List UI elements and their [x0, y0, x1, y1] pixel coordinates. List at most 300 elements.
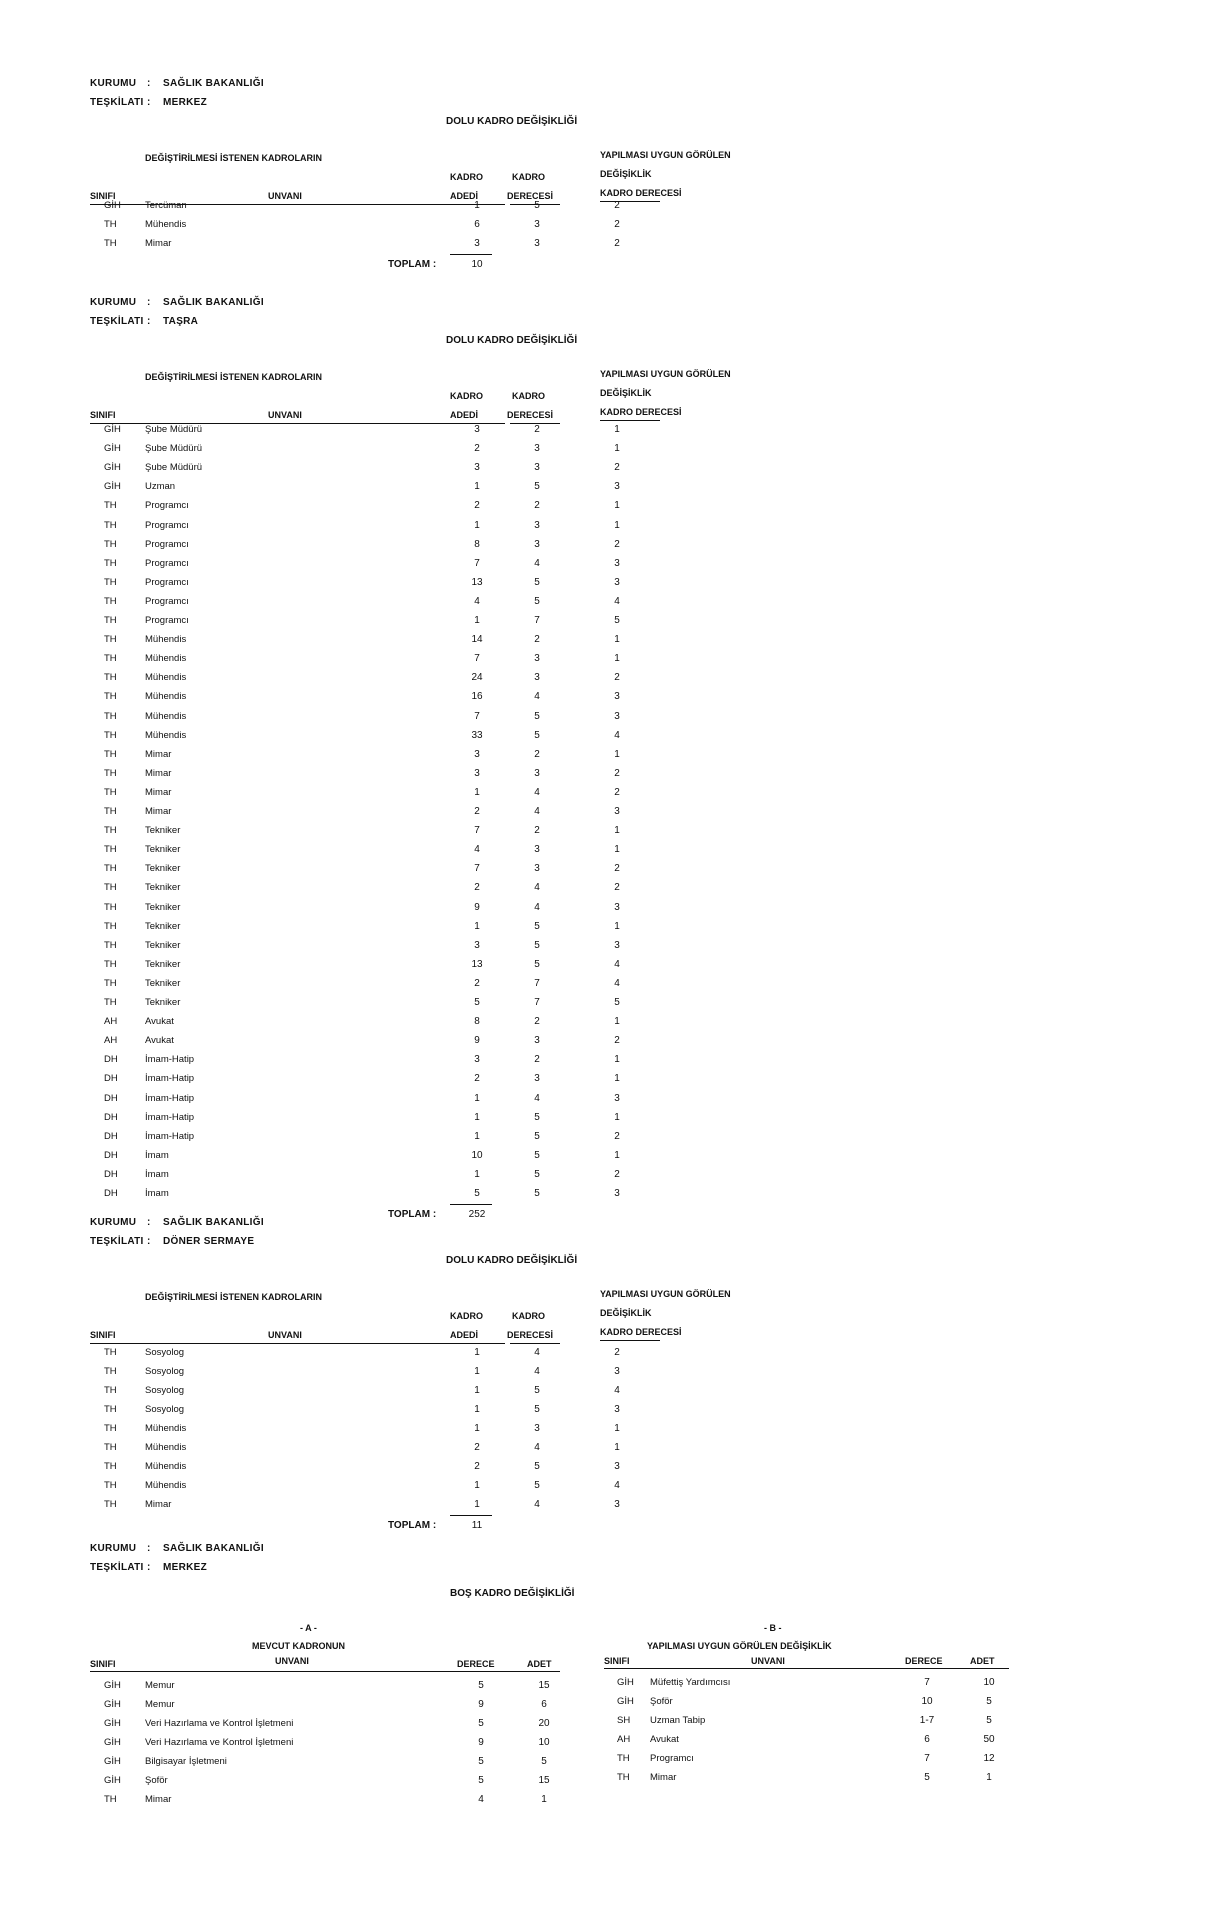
row-sinifi: GİH: [104, 424, 121, 435]
row-yeni-derece: 2: [614, 462, 620, 473]
row-sinifi: DH: [104, 1054, 118, 1065]
row-kadro-adedi: 9: [474, 1035, 480, 1046]
a-row-unvani: Memur: [145, 1699, 175, 1710]
row-sinifi: TH: [104, 844, 117, 855]
row-yeni-derece: 1: [614, 653, 620, 664]
row-kadro-derecesi: 2: [534, 825, 540, 836]
row-unvani: Mühendis: [145, 1461, 187, 1472]
row-yeni-derece: 4: [614, 1480, 620, 1491]
row-kadro-derecesi: 5: [534, 596, 540, 607]
row-sinifi: TH: [104, 1423, 117, 1434]
toplam-value: 11: [471, 1520, 483, 1531]
row-unvani: Programcı: [145, 500, 189, 511]
row-yeni-derece: 5: [614, 997, 620, 1008]
row-unvani: Programcı: [145, 596, 189, 607]
row-sinifi: TH: [104, 691, 117, 702]
col-unvani: UNVANI: [268, 191, 302, 201]
row-kadro-derecesi: 3: [534, 443, 540, 454]
row-kadro-derecesi: 3: [534, 238, 540, 249]
right-header-2: DEĞİŞİKLİK: [600, 388, 652, 398]
row-kadro-derecesi: 2: [534, 500, 540, 511]
row-sinifi: TH: [104, 672, 117, 683]
row-kadro-adedi: 24: [471, 672, 483, 683]
row-kadro-derecesi: 4: [534, 558, 540, 569]
kurum-colon: :: [147, 1217, 151, 1228]
col-unvani: UNVANI: [268, 410, 302, 420]
row-kadro-derecesi: 4: [534, 1347, 540, 1358]
row-yeni-derece: 2: [614, 882, 620, 893]
teskilat-value: TAŞRA: [163, 316, 199, 327]
row-yeni-derece: 1: [614, 634, 620, 645]
row-kadro-adedi: 1: [474, 1385, 480, 1396]
total-line: [450, 254, 492, 255]
row-kadro-derecesi: 5: [534, 1385, 540, 1396]
kurum-label: KURUMU: [90, 297, 137, 308]
row-unvani: Şube Müdürü: [145, 443, 203, 454]
row-unvani: Tercüman: [145, 200, 187, 211]
row-kadro-derecesi: 4: [534, 1442, 540, 1453]
col-sinifi: SINIFI: [90, 191, 116, 201]
row-kadro-adedi: 1: [474, 1423, 480, 1434]
row-yeni-derece: 1: [614, 921, 620, 932]
teskilat-label: TEŞKİLATI: [90, 1236, 144, 1247]
bos-kurum-value: SAĞLIK BAKANLIĞI: [163, 1543, 264, 1554]
row-yeni-derece: 3: [614, 902, 620, 913]
row-sinifi: TH: [104, 959, 117, 970]
row-kadro-adedi: 4: [474, 844, 480, 855]
b-row-derece: 1-7: [919, 1715, 935, 1726]
row-kadro-adedi: 1: [474, 200, 480, 211]
b-col-derece: DERECE: [905, 1656, 943, 1666]
row-unvani: Programcı: [145, 577, 189, 588]
kurum-value: SAĞLIK BAKANLIĞI: [163, 78, 264, 89]
right-header-2: DEĞİŞİKLİK: [600, 169, 652, 179]
a-row-unvani: Veri Hazırlama ve Kontrol İşletmeni: [145, 1718, 294, 1729]
a-col-unvani: UNVANI: [275, 1656, 309, 1666]
row-kadro-adedi: 13: [471, 577, 483, 588]
row-kadro-adedi: 1: [474, 1499, 480, 1510]
row-yeni-derece: 3: [614, 940, 620, 951]
b-row-adet: 12: [983, 1753, 995, 1764]
row-kadro-adedi: 13: [471, 959, 483, 970]
row-kadro-derecesi: 3: [534, 844, 540, 855]
row-yeni-derece: 2: [614, 1169, 620, 1180]
row-unvani: Mühendis: [145, 691, 187, 702]
a-header-line: [90, 1671, 560, 1672]
left-header: DEĞİŞTİRİLMESİ İSTENEN KADROLARIN: [145, 372, 323, 382]
kurum-label: KURUMU: [90, 78, 137, 89]
row-unvani: Tekniker: [145, 902, 181, 913]
right-header-1: YAPILMASI UYGUN GÖRÜLEN: [600, 1289, 731, 1299]
row-kadro-adedi: 3: [474, 768, 480, 779]
col-kadro-1b: ADEDİ: [450, 1330, 479, 1340]
row-yeni-derece: 4: [614, 959, 620, 970]
col-kadro-1b: ADEDİ: [450, 410, 479, 420]
row-yeni-derece: 2: [614, 863, 620, 874]
toplam-label: TOPLAM :: [388, 259, 437, 270]
row-kadro-adedi: 1: [474, 1093, 480, 1104]
section-title: DOLU KADRO DEĞİŞİKLİĞİ: [446, 335, 578, 346]
a-row-sinifi: TH: [104, 1794, 117, 1805]
b-row-adet: 5: [986, 1696, 992, 1707]
row-kadro-adedi: 1: [474, 481, 480, 492]
row-yeni-derece: 2: [614, 1131, 620, 1142]
row-yeni-derece: 1: [614, 1073, 620, 1084]
row-sinifi: TH: [104, 1461, 117, 1472]
row-yeni-derece: 1: [614, 1112, 620, 1123]
row-unvani: Mimar: [145, 787, 172, 798]
row-kadro-derecesi: 3: [534, 219, 540, 230]
kurum-value: SAĞLIK BAKANLIĞI: [163, 1217, 264, 1228]
b-col-unvani: UNVANI: [751, 1656, 785, 1666]
b-row-adet: 50: [983, 1734, 995, 1745]
teskilat-colon: :: [147, 316, 151, 327]
b-row-unvani: Mimar: [650, 1772, 677, 1783]
teskilat-label: TEŞKİLATI: [90, 316, 144, 327]
row-unvani: Şube Müdürü: [145, 424, 203, 435]
b-row-adet: 1: [986, 1772, 992, 1783]
row-unvani: Sosyolog: [145, 1385, 185, 1396]
a-row-derece: 5: [478, 1775, 484, 1786]
row-unvani: İmam-Hatip: [145, 1112, 195, 1123]
row-sinifi: TH: [104, 978, 117, 989]
row-sinifi: TH: [104, 1366, 117, 1377]
row-sinifi: DH: [104, 1093, 118, 1104]
row-kadro-adedi: 7: [474, 558, 480, 569]
a-row-unvani: Memur: [145, 1680, 175, 1691]
row-kadro-adedi: 3: [474, 424, 480, 435]
row-unvani: Mimar: [145, 806, 172, 817]
row-kadro-adedi: 1: [474, 1347, 480, 1358]
row-kadro-adedi: 16: [471, 691, 483, 702]
row-sinifi: DH: [104, 1073, 118, 1084]
row-unvani: Mühendis: [145, 634, 187, 645]
a-row-derece: 4: [478, 1794, 484, 1805]
row-kadro-adedi: 3: [474, 1054, 480, 1065]
row-kadro-adedi: 7: [474, 825, 480, 836]
row-kadro-adedi: 9: [474, 902, 480, 913]
row-unvani: Tekniker: [145, 844, 181, 855]
toplam-label: TOPLAM :: [388, 1520, 437, 1531]
row-kadro-derecesi: 3: [534, 672, 540, 683]
row-yeni-derece: 3: [614, 481, 620, 492]
row-kadro-adedi: 3: [474, 749, 480, 760]
section-title: DOLU KADRO DEĞİŞİKLİĞİ: [446, 1255, 578, 1266]
row-sinifi: TH: [104, 653, 117, 664]
row-kadro-adedi: 2: [474, 1442, 480, 1453]
a-row-unvani: Veri Hazırlama ve Kontrol İşletmeni: [145, 1737, 294, 1748]
row-kadro-adedi: 2: [474, 1073, 480, 1084]
col-kadro-2: KADRO: [512, 391, 545, 401]
left-header: DEĞİŞTİRİLMESİ İSTENEN KADROLARIN: [145, 153, 323, 163]
row-sinifi: TH: [104, 806, 117, 817]
row-unvani: Sosyolog: [145, 1366, 185, 1377]
b-row-adet: 10: [983, 1677, 995, 1688]
row-unvani: İmam: [145, 1169, 169, 1180]
row-unvani: Mühendis: [145, 711, 187, 722]
row-sinifi: GİH: [104, 200, 121, 211]
row-kadro-derecesi: 4: [534, 1366, 540, 1377]
row-kadro-derecesi: 5: [534, 577, 540, 588]
toplam-value: 252: [468, 1209, 486, 1220]
a-row-derece: 5: [478, 1718, 484, 1729]
b-row-derece: 7: [924, 1753, 930, 1764]
row-kadro-adedi: 4: [474, 596, 480, 607]
row-unvani: Şube Müdürü: [145, 462, 203, 473]
row-unvani: Tekniker: [145, 959, 181, 970]
row-kadro-adedi: 8: [474, 539, 480, 550]
row-sinifi: DH: [104, 1150, 118, 1161]
row-sinifi: TH: [104, 500, 117, 511]
a-row-adet: 6: [541, 1699, 547, 1710]
row-kadro-adedi: 3: [474, 238, 480, 249]
teskilat-colon: :: [147, 1236, 151, 1247]
row-kadro-derecesi: 2: [534, 1054, 540, 1065]
row-unvani: İmam: [145, 1150, 169, 1161]
row-kadro-derecesi: 3: [534, 768, 540, 779]
col-kadro-2b: DERECESİ: [507, 410, 554, 420]
row-sinifi: TH: [104, 940, 117, 951]
col-right: KADRO DERECESİ: [600, 188, 682, 198]
col-kadro-2: KADRO: [512, 1311, 545, 1321]
a-row-unvani: Şoför: [145, 1775, 168, 1786]
row-unvani: Programcı: [145, 539, 189, 550]
row-yeni-derece: 4: [614, 730, 620, 741]
a-row-derece: 9: [478, 1699, 484, 1710]
row-sinifi: TH: [104, 520, 117, 531]
row-unvani: İmam-Hatip: [145, 1054, 195, 1065]
row-unvani: Tekniker: [145, 940, 181, 951]
b-row-unvani: Uzman Tabip: [650, 1715, 706, 1726]
b-row-unvani: Şoför: [650, 1696, 673, 1707]
row-yeni-derece: 2: [614, 539, 620, 550]
row-sinifi: TH: [104, 902, 117, 913]
b-row-unvani: Avukat: [650, 1734, 679, 1745]
row-kadro-derecesi: 5: [534, 1169, 540, 1180]
row-sinifi: TH: [104, 921, 117, 932]
col-kadro-2b: DERECESİ: [507, 1330, 554, 1340]
b-row-derece: 7: [924, 1677, 930, 1688]
row-yeni-derece: 2: [614, 1347, 620, 1358]
kurum-colon: :: [147, 297, 151, 308]
row-sinifi: DH: [104, 1112, 118, 1123]
header-underline: [90, 1343, 505, 1344]
a-row-adet: 20: [538, 1718, 550, 1729]
row-unvani: Mimar: [145, 238, 172, 249]
row-yeni-derece: 1: [614, 500, 620, 511]
row-kadro-derecesi: 7: [534, 615, 540, 626]
left-header: DEĞİŞTİRİLMESİ İSTENEN KADROLARIN: [145, 1292, 323, 1302]
right-header-2: DEĞİŞİKLİK: [600, 1308, 652, 1318]
row-sinifi: TH: [104, 1347, 117, 1358]
row-unvani: Programcı: [145, 520, 189, 531]
row-sinifi: TH: [104, 787, 117, 798]
row-kadro-adedi: 1: [474, 787, 480, 798]
row-unvani: Tekniker: [145, 978, 181, 989]
row-kadro-adedi: 1: [474, 615, 480, 626]
a-row-adet: 10: [538, 1737, 550, 1748]
row-yeni-derece: 2: [614, 238, 620, 249]
row-kadro-derecesi: 5: [534, 1150, 540, 1161]
header-underline-right-2: [600, 420, 660, 421]
bos-kurum-colon: :: [147, 1543, 151, 1554]
row-yeni-derece: 1: [614, 1423, 620, 1434]
b-row-adet: 5: [986, 1715, 992, 1726]
row-kadro-adedi: 3: [474, 462, 480, 473]
row-sinifi: DH: [104, 1131, 118, 1142]
row-sinifi: TH: [104, 238, 117, 249]
row-sinifi: TH: [104, 577, 117, 588]
a-row-adet: 15: [538, 1775, 550, 1786]
row-kadro-derecesi: 5: [534, 1404, 540, 1415]
row-unvani: Mühendis: [145, 672, 187, 683]
col-kadro-1: KADRO: [450, 172, 483, 182]
row-unvani: Mühendis: [145, 730, 187, 741]
row-kadro-adedi: 2: [474, 806, 480, 817]
a-row-adet: 5: [541, 1756, 547, 1767]
bos-teskilat-label: TEŞKİLATI: [90, 1562, 144, 1573]
row-kadro-derecesi: 3: [534, 863, 540, 874]
row-kadro-derecesi: 3: [534, 1035, 540, 1046]
row-unvani: İmam-Hatip: [145, 1073, 195, 1084]
a-row-adet: 15: [538, 1680, 550, 1691]
row-kadro-derecesi: 5: [534, 940, 540, 951]
row-kadro-derecesi: 5: [534, 1480, 540, 1491]
row-yeni-derece: 1: [614, 1054, 620, 1065]
row-unvani: Uzman: [145, 481, 176, 492]
a-row-adet: 1: [541, 1794, 547, 1805]
b-row-sinifi: AH: [617, 1734, 631, 1745]
row-kadro-adedi: 7: [474, 711, 480, 722]
row-unvani: Mühendis: [145, 1423, 187, 1434]
toplam-label: TOPLAM :: [388, 1209, 437, 1220]
col-kadro-1: KADRO: [450, 1311, 483, 1321]
row-unvani: Sosyolog: [145, 1404, 185, 1415]
row-kadro-adedi: 2: [474, 500, 480, 511]
a-row-derece: 9: [478, 1737, 484, 1748]
bos-title: BOŞ KADRO DEĞİŞİKLİĞİ: [450, 1588, 575, 1599]
row-yeni-derece: 1: [614, 1150, 620, 1161]
a-row-sinifi: GİH: [104, 1699, 121, 1710]
row-yeni-derece: 3: [614, 1188, 620, 1199]
row-unvani: Programcı: [145, 615, 189, 626]
row-yeni-derece: 3: [614, 691, 620, 702]
a-row-sinifi: GİH: [104, 1775, 121, 1786]
teskilat-colon: :: [147, 97, 151, 108]
row-kadro-adedi: 7: [474, 863, 480, 874]
col-right: KADRO DERECESİ: [600, 1327, 682, 1337]
row-sinifi: TH: [104, 997, 117, 1008]
row-kadro-derecesi: 2: [534, 634, 540, 645]
row-kadro-derecesi: 5: [534, 959, 540, 970]
row-sinifi: TH: [104, 768, 117, 779]
row-unvani: Avukat: [145, 1035, 174, 1046]
row-yeni-derece: 4: [614, 596, 620, 607]
col-kadro-2: KADRO: [512, 172, 545, 182]
col-sinifi: SINIFI: [90, 1330, 116, 1340]
right-header-1: YAPILMASI UYGUN GÖRÜLEN: [600, 150, 731, 160]
row-yeni-derece: 2: [614, 768, 620, 779]
col-right: KADRO DERECESİ: [600, 407, 682, 417]
row-yeni-derece: 3: [614, 558, 620, 569]
row-yeni-derece: 2: [614, 787, 620, 798]
row-kadro-adedi: 2: [474, 978, 480, 989]
row-unvani: Tekniker: [145, 882, 181, 893]
row-yeni-derece: 4: [614, 978, 620, 989]
row-unvani: Tekniker: [145, 863, 181, 874]
row-kadro-derecesi: 3: [534, 539, 540, 550]
row-kadro-derecesi: 3: [534, 520, 540, 531]
a-col-adet: ADET: [527, 1659, 552, 1669]
header-underline-right: [510, 1343, 560, 1344]
a-label: - A -: [300, 1623, 317, 1633]
a-row-sinifi: GİH: [104, 1737, 121, 1748]
row-yeni-derece: 3: [614, 1093, 620, 1104]
row-unvani: Avukat: [145, 1016, 174, 1027]
row-sinifi: TH: [104, 749, 117, 760]
row-yeni-derece: 1: [614, 844, 620, 855]
row-unvani: Tekniker: [145, 921, 181, 932]
row-sinifi: TH: [104, 558, 117, 569]
row-kadro-derecesi: 5: [534, 921, 540, 932]
row-kadro-adedi: 1: [474, 1112, 480, 1123]
toplam-value: 10: [471, 259, 483, 270]
row-sinifi: GİH: [104, 462, 121, 473]
row-sinifi: TH: [104, 1385, 117, 1396]
row-yeni-derece: 1: [614, 749, 620, 760]
row-unvani: Programcı: [145, 558, 189, 569]
row-kadro-adedi: 1: [474, 1366, 480, 1377]
b-col-sinifi: SINIFI: [604, 1656, 630, 1666]
row-yeni-derece: 5: [614, 615, 620, 626]
row-sinifi: TH: [104, 596, 117, 607]
a-row-derece: 5: [478, 1680, 484, 1691]
right-header-1: YAPILMASI UYGUN GÖRÜLEN: [600, 369, 731, 379]
kurum-value: SAĞLIK BAKANLIĞI: [163, 297, 264, 308]
b-row-derece: 5: [924, 1772, 930, 1783]
row-kadro-adedi: 8: [474, 1016, 480, 1027]
row-kadro-adedi: 1: [474, 921, 480, 932]
row-kadro-adedi: 1: [474, 1169, 480, 1180]
row-sinifi: GİH: [104, 443, 121, 454]
row-yeni-derece: 1: [614, 1016, 620, 1027]
bos-teskilat-colon: :: [147, 1562, 151, 1573]
b-header-line: [604, 1668, 1009, 1669]
b-row-sinifi: TH: [617, 1772, 630, 1783]
bos-teskilat-value: MERKEZ: [163, 1562, 208, 1573]
row-sinifi: TH: [104, 1499, 117, 1510]
row-kadro-derecesi: 5: [534, 711, 540, 722]
row-kadro-derecesi: 4: [534, 1499, 540, 1510]
a-row-sinifi: GİH: [104, 1718, 121, 1729]
row-kadro-derecesi: 2: [534, 749, 540, 760]
row-yeni-derece: 2: [614, 200, 620, 211]
a-col-derece: DERECE: [457, 1659, 495, 1669]
teskilat-label: TEŞKİLATI: [90, 97, 144, 108]
row-yeni-derece: 1: [614, 1442, 620, 1453]
row-sinifi: GİH: [104, 481, 121, 492]
row-kadro-adedi: 5: [474, 997, 480, 1008]
row-sinifi: TH: [104, 882, 117, 893]
b-row-derece: 6: [924, 1734, 930, 1745]
row-kadro-adedi: 10: [471, 1150, 483, 1161]
b-row-sinifi: GİH: [617, 1677, 634, 1688]
row-kadro-adedi: 3: [474, 940, 480, 951]
row-yeni-derece: 1: [614, 520, 620, 531]
col-kadro-2b: DERECESİ: [507, 191, 554, 201]
row-yeni-derece: 1: [614, 443, 620, 454]
row-unvani: Mimar: [145, 1499, 172, 1510]
